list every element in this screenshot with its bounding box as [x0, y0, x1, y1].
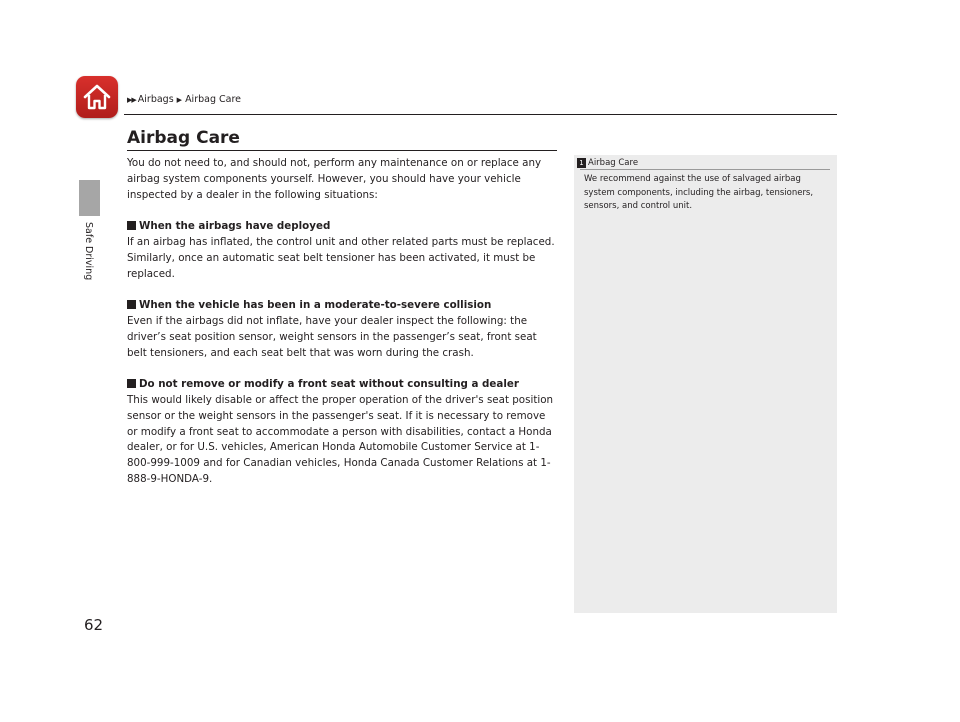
section-heading: Do not remove or modify a front seat without consulting a dealer	[127, 377, 559, 393]
sidebar-note-heading[interactable]	[577, 158, 638, 168]
intro-paragraph: You do not need to, and should not, perform any maintenance on or replace any airbag system components yourself. However, you should have your vehicle inspected by a dealer in the following situations:	[127, 157, 542, 201]
page-number: 62	[84, 616, 104, 634]
main-content	[127, 156, 559, 488]
page-title: Airbag Care	[127, 128, 240, 148]
home-icon	[83, 84, 111, 110]
section-heading: When the vehicle has been in a moderate-to-severe collision	[127, 298, 559, 314]
sidebar-note-title: Airbag Care	[588, 158, 639, 168]
home-button[interactable]	[76, 76, 118, 118]
title-divider	[127, 150, 557, 151]
sidebar-note-text: We recommend against the use of salvaged airbag system components, including the airbag, tensioners, sensors, and control unit.	[584, 174, 814, 212]
section-heading: When the airbags have deployed	[127, 219, 559, 235]
bullet-square-icon	[127, 300, 136, 309]
breadcrumb-item-airbags[interactable]: Airbags	[137, 94, 174, 105]
chapter-label: Safe Driving	[83, 222, 94, 281]
sidebar-note-divider	[580, 169, 830, 170]
breadcrumb	[127, 94, 241, 105]
breadcrumb-arrow-icon: ▶▶	[127, 95, 136, 104]
breadcrumb-item-airbag-care[interactable]: Airbag Care	[185, 94, 242, 105]
section-body: This would likely disable or affect the proper operation of the driver's seat position sensor or the weight sensors in the passenger's seat. If it is necessary to remove or modify a front seat to accommodate a person with disabilities, contact a Honda dealer, or for U.S. vehicles, American Honda Automobile Customer Service at 1-800-999-1009 and for Canadian vehicles, Honda Canada Customer Relations at 1-888-9-HONDA-9.	[127, 393, 554, 485]
header-divider	[124, 114, 837, 115]
section-body: If an airbag has inflated, the control unit and other related parts must be replaced. Similarly, once an automatic seat belt tensioner has been activated, it must be replaced.	[127, 235, 555, 280]
breadcrumb-separator-icon: ▶	[176, 95, 183, 104]
bullet-square-icon	[127, 379, 136, 388]
chapter-tab[interactable]	[79, 180, 100, 216]
bullet-square-icon	[127, 221, 136, 230]
section-body: Even if the airbags did not inflate, have your dealer inspect the following: the driver’s seat position sensor, weight sensors in the passenger’s seat, front seat belt tensioners, and each seat belt that was worn during the crash.	[127, 314, 537, 359]
sidebar-note-panel	[574, 155, 837, 613]
note-number-badge: 1	[577, 158, 586, 168]
